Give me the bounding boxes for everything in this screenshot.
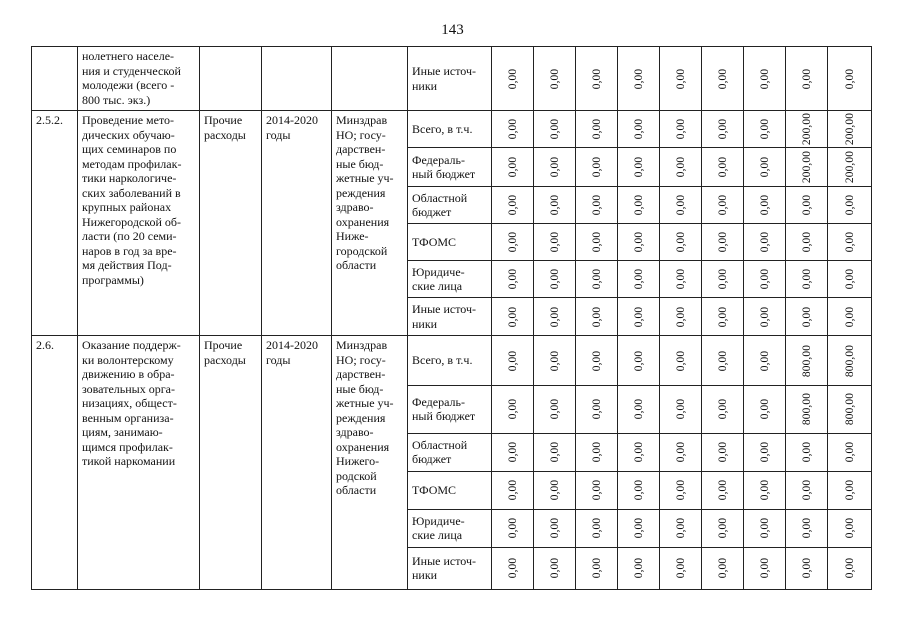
value-text: 0,00 [674, 350, 687, 371]
funding-source-cell: Всего, в т.ч. [408, 111, 492, 148]
value-text: 0,00 [506, 195, 519, 216]
value-cell [492, 261, 534, 298]
value-cell [534, 261, 576, 298]
value-text: 0,00 [590, 306, 603, 328]
table-row [32, 111, 872, 148]
value-cell [618, 336, 660, 385]
value-cell [828, 547, 872, 589]
value-cell [828, 471, 872, 509]
value-cell [702, 47, 744, 111]
funding-source-cell: Федераль- ный бюджет [408, 385, 492, 433]
value-cell [534, 298, 576, 336]
funding-source-cell: ТФОМС [408, 471, 492, 509]
value-cell [492, 298, 534, 336]
value-text: 0,00 [674, 195, 687, 216]
value-text: 0,00 [674, 232, 687, 253]
value-cell [534, 471, 576, 509]
value-cell [744, 187, 786, 224]
value-text: 0,00 [674, 441, 687, 463]
executor-cell [332, 47, 408, 111]
value-text: 0,00 [674, 306, 687, 328]
funding-source-cell: Юридиче- ские лица [408, 509, 492, 547]
value-cell [576, 433, 618, 471]
value-text: 0,00 [800, 558, 813, 579]
value-text: 0,00 [506, 398, 519, 420]
value-text: 0,00 [632, 398, 645, 420]
value-cell [744, 261, 786, 298]
value-cell [576, 187, 618, 224]
value-text: 0,00 [632, 68, 645, 89]
value-cell [744, 224, 786, 261]
value-cell [534, 433, 576, 471]
value-text: 0,00 [716, 398, 729, 420]
value-cell [786, 261, 828, 298]
value-text: 0,00 [548, 68, 561, 89]
value-text: 0,00 [800, 232, 813, 253]
value-cell [744, 471, 786, 509]
value-cell [534, 187, 576, 224]
value-text: 0,00 [716, 306, 729, 328]
value-cell [660, 148, 702, 187]
value-cell [786, 385, 828, 433]
executor-cell: Минздрав НО; госу- дарствен- ные бюд- жетные уч- реждения здраво- охранения Ниже- городской области [332, 111, 408, 336]
value-cell [492, 148, 534, 187]
value-cell [828, 111, 872, 148]
expense-type-cell: Прочие расходы [200, 336, 262, 590]
value-text: 0,00 [506, 479, 519, 501]
value-text: 0,00 [506, 118, 519, 140]
value-cell [492, 471, 534, 509]
value-cell [576, 111, 618, 148]
value-text: 0,00 [843, 479, 856, 501]
value-text: 200,00 [843, 151, 856, 184]
value-text: 0,00 [800, 195, 813, 216]
value-text: 0,00 [548, 479, 561, 501]
value-cell [744, 148, 786, 187]
value-text: 0,00 [632, 269, 645, 290]
value-text: 0,00 [843, 269, 856, 290]
value-cell [786, 336, 828, 385]
value-text: 0,00 [758, 195, 771, 216]
value-cell [576, 298, 618, 336]
value-text: 0,00 [674, 479, 687, 501]
value-text: 0,00 [716, 558, 729, 579]
period-cell: 2014-2020 годы [262, 336, 332, 590]
value-cell [786, 148, 828, 187]
value-text: 0,00 [632, 479, 645, 501]
value-cell [492, 47, 534, 111]
value-text: 0,00 [800, 68, 813, 89]
value-text: 0,00 [758, 232, 771, 253]
value-cell [660, 261, 702, 298]
value-text: 0,00 [548, 518, 561, 539]
value-text: 0,00 [843, 306, 856, 328]
value-text: 200,00 [800, 151, 813, 184]
value-cell [744, 385, 786, 433]
value-text: 0,00 [843, 232, 856, 253]
value-text: 0,00 [716, 156, 729, 178]
budget-table-body [32, 47, 872, 590]
value-cell [786, 111, 828, 148]
value-cell [534, 111, 576, 148]
value-text: 0,00 [506, 232, 519, 253]
expense-type-cell [200, 47, 262, 111]
value-cell [828, 509, 872, 547]
value-text: 0,00 [716, 68, 729, 89]
value-cell [702, 385, 744, 433]
value-cell [828, 261, 872, 298]
value-text: 0,00 [758, 156, 771, 178]
value-text: 0,00 [716, 350, 729, 371]
value-cell [828, 336, 872, 385]
value-text: 0,00 [800, 269, 813, 290]
value-text: 0,00 [590, 156, 603, 178]
value-text: 0,00 [506, 68, 519, 89]
value-text: 0,00 [758, 350, 771, 371]
value-text: 0,00 [758, 479, 771, 501]
period-cell [262, 47, 332, 111]
value-text: 0,00 [506, 306, 519, 328]
value-text: 0,00 [632, 118, 645, 140]
item-name-cell: Оказание поддерж- ки волонтерскому движению в обра- зовательных орга- низациях, общест- венным организа- циям, занимаю- щимся профилак- тикой наркомании [78, 336, 200, 590]
value-text: 0,00 [674, 269, 687, 290]
value-cell [744, 47, 786, 111]
value-cell [618, 547, 660, 589]
value-cell [786, 298, 828, 336]
value-text: 0,00 [632, 232, 645, 253]
value-cell [702, 336, 744, 385]
value-text: 0,00 [716, 518, 729, 539]
value-cell [618, 111, 660, 148]
value-cell [534, 385, 576, 433]
value-text: 0,00 [590, 441, 603, 463]
value-text: 0,00 [506, 518, 519, 539]
value-cell [744, 111, 786, 148]
value-cell [828, 47, 872, 111]
value-text: 0,00 [843, 558, 856, 579]
value-cell [618, 148, 660, 187]
value-cell [492, 385, 534, 433]
value-text: 0,00 [716, 479, 729, 501]
value-cell [786, 509, 828, 547]
item-name-cell: Проведение мето- дических обучаю- щих семинаров по методам профилак- тики наркологиче- ских заболеваний в крупных районах Нижегородской об- ласти (по 20 семи- наров в год за вре- мя действия Под- программы) [78, 111, 200, 336]
value-text: 0,00 [674, 558, 687, 579]
value-cell [660, 111, 702, 148]
item-number-cell [32, 47, 78, 111]
value-cell [660, 433, 702, 471]
value-cell [786, 47, 828, 111]
value-cell [534, 509, 576, 547]
value-cell [786, 547, 828, 589]
value-cell [660, 547, 702, 589]
value-text: 0,00 [843, 441, 856, 463]
value-cell [618, 509, 660, 547]
value-cell [786, 471, 828, 509]
value-text: 0,00 [548, 156, 561, 178]
value-text: 0,00 [590, 269, 603, 290]
value-cell [534, 148, 576, 187]
value-text: 0,00 [548, 195, 561, 216]
value-cell [618, 224, 660, 261]
funding-source-cell: Иные источ- ники [408, 298, 492, 336]
value-text: 0,00 [800, 518, 813, 539]
funding-source-cell: Областной бюджет [408, 433, 492, 471]
executor-cell: Минздрав НО; госу- дарствен- ные бюд- жетные уч- реждения здраво- охранения Нижего- родской области [332, 336, 408, 590]
funding-source-cell: Иные источ- ники [408, 47, 492, 111]
value-text: 200,00 [843, 113, 856, 146]
funding-source-cell: Федераль- ный бюджет [408, 148, 492, 187]
value-cell [534, 336, 576, 385]
value-cell [744, 509, 786, 547]
value-text: 0,00 [632, 558, 645, 579]
value-text: 0,00 [632, 156, 645, 178]
value-cell [702, 433, 744, 471]
value-text: 0,00 [506, 441, 519, 463]
value-cell [618, 298, 660, 336]
item-number-cell: 2.6. [32, 336, 78, 590]
value-cell [576, 336, 618, 385]
table-row [32, 336, 872, 385]
value-cell [828, 224, 872, 261]
value-text: 0,00 [506, 156, 519, 178]
value-text: 0,00 [548, 441, 561, 463]
value-cell [786, 224, 828, 261]
value-text: 0,00 [632, 195, 645, 216]
value-text: 800,00 [843, 344, 856, 377]
value-cell [702, 547, 744, 589]
value-cell [576, 471, 618, 509]
value-cell [576, 509, 618, 547]
value-cell [660, 298, 702, 336]
value-cell [702, 224, 744, 261]
value-cell [828, 385, 872, 433]
value-cell [618, 47, 660, 111]
value-text: 0,00 [758, 68, 771, 89]
value-text: 0,00 [674, 118, 687, 140]
value-cell [828, 148, 872, 187]
value-cell [786, 433, 828, 471]
value-cell [492, 336, 534, 385]
value-text: 0,00 [548, 232, 561, 253]
value-cell [576, 148, 618, 187]
value-text: 0,00 [590, 195, 603, 216]
value-cell [702, 111, 744, 148]
value-cell [576, 261, 618, 298]
value-text: 0,00 [548, 269, 561, 290]
value-cell [660, 47, 702, 111]
value-text: 0,00 [716, 195, 729, 216]
value-text: 0,00 [590, 479, 603, 501]
value-text: 0,00 [590, 398, 603, 420]
value-text: 800,00 [800, 392, 813, 426]
value-cell [534, 547, 576, 589]
value-cell [618, 433, 660, 471]
value-cell [492, 509, 534, 547]
value-text: 0,00 [843, 68, 856, 89]
value-text: 0,00 [716, 118, 729, 140]
funding-source-cell: ТФОМС [408, 224, 492, 261]
value-text: 0,00 [548, 306, 561, 328]
value-text: 0,00 [800, 306, 813, 328]
value-text: 0,00 [674, 398, 687, 420]
value-cell [576, 224, 618, 261]
value-cell [828, 187, 872, 224]
value-cell [744, 298, 786, 336]
value-cell [660, 509, 702, 547]
value-cell [660, 224, 702, 261]
value-cell [828, 298, 872, 336]
value-text: 200,00 [800, 113, 813, 146]
value-text: 0,00 [674, 518, 687, 539]
funding-source-cell: Иные источ- ники [408, 547, 492, 589]
value-text: 0,00 [674, 156, 687, 178]
value-cell [576, 547, 618, 589]
value-text: 0,00 [548, 118, 561, 140]
value-text: 0,00 [800, 479, 813, 501]
page-number: 143 [441, 22, 464, 38]
value-text: 0,00 [843, 195, 856, 216]
value-cell [702, 509, 744, 547]
value-cell [702, 187, 744, 224]
value-text: 0,00 [548, 350, 561, 371]
value-text: 0,00 [632, 441, 645, 463]
value-text: 0,00 [590, 118, 603, 140]
value-text: 0,00 [758, 518, 771, 539]
value-text: 0,00 [758, 118, 771, 140]
funding-source-cell: Всего, в т.ч. [408, 336, 492, 385]
value-cell [744, 433, 786, 471]
value-cell [744, 547, 786, 589]
value-cell [576, 385, 618, 433]
value-cell [744, 336, 786, 385]
value-text: 0,00 [758, 558, 771, 579]
funding-source-cell: Юридиче- ские лица [408, 261, 492, 298]
value-cell [576, 47, 618, 111]
value-cell [660, 385, 702, 433]
value-text: 0,00 [506, 269, 519, 290]
value-text: 0,00 [632, 518, 645, 539]
value-cell [828, 433, 872, 471]
budget-table [31, 46, 872, 590]
value-text: 0,00 [590, 350, 603, 371]
value-text: 0,00 [843, 518, 856, 539]
value-cell [534, 47, 576, 111]
value-cell [492, 547, 534, 589]
value-cell [618, 471, 660, 509]
value-text: 0,00 [716, 269, 729, 290]
table-row [32, 47, 872, 111]
value-text: 0,00 [716, 441, 729, 463]
funding-source-cell: Областной бюджет [408, 187, 492, 224]
value-text: 0,00 [548, 558, 561, 579]
value-cell [492, 433, 534, 471]
value-text: 0,00 [590, 558, 603, 579]
value-text: 0,00 [800, 441, 813, 463]
value-cell [618, 385, 660, 433]
value-text: 0,00 [632, 306, 645, 328]
value-cell [786, 187, 828, 224]
value-cell [660, 187, 702, 224]
value-cell [702, 148, 744, 187]
value-text: 0,00 [506, 350, 519, 371]
value-text: 0,00 [758, 306, 771, 328]
value-text: 0,00 [758, 398, 771, 420]
value-text: 0,00 [674, 68, 687, 89]
value-cell [702, 471, 744, 509]
value-cell [702, 261, 744, 298]
item-number-cell: 2.5.2. [32, 111, 78, 336]
value-cell [618, 187, 660, 224]
value-cell [660, 336, 702, 385]
value-cell [534, 224, 576, 261]
value-text: 0,00 [590, 518, 603, 539]
value-text: 0,00 [506, 558, 519, 579]
value-text: 0,00 [758, 441, 771, 463]
value-text: 0,00 [632, 350, 645, 371]
value-cell [492, 111, 534, 148]
value-text: 0,00 [716, 232, 729, 253]
value-text: 0,00 [590, 68, 603, 89]
period-cell: 2014-2020 годы [262, 111, 332, 336]
value-cell [492, 187, 534, 224]
value-text: 0,00 [758, 269, 771, 290]
value-cell [660, 471, 702, 509]
value-cell [492, 224, 534, 261]
value-text: 800,00 [800, 344, 813, 377]
value-text: 0,00 [548, 398, 561, 420]
value-text: 800,00 [843, 392, 856, 426]
expense-type-cell: Прочие расходы [200, 111, 262, 336]
value-cell [618, 261, 660, 298]
value-text: 0,00 [590, 232, 603, 253]
value-cell [702, 298, 744, 336]
item-name-cell: нолетнего населе- ния и студенческой молодежи (всего - 800 тыс. экз.) [78, 47, 200, 111]
